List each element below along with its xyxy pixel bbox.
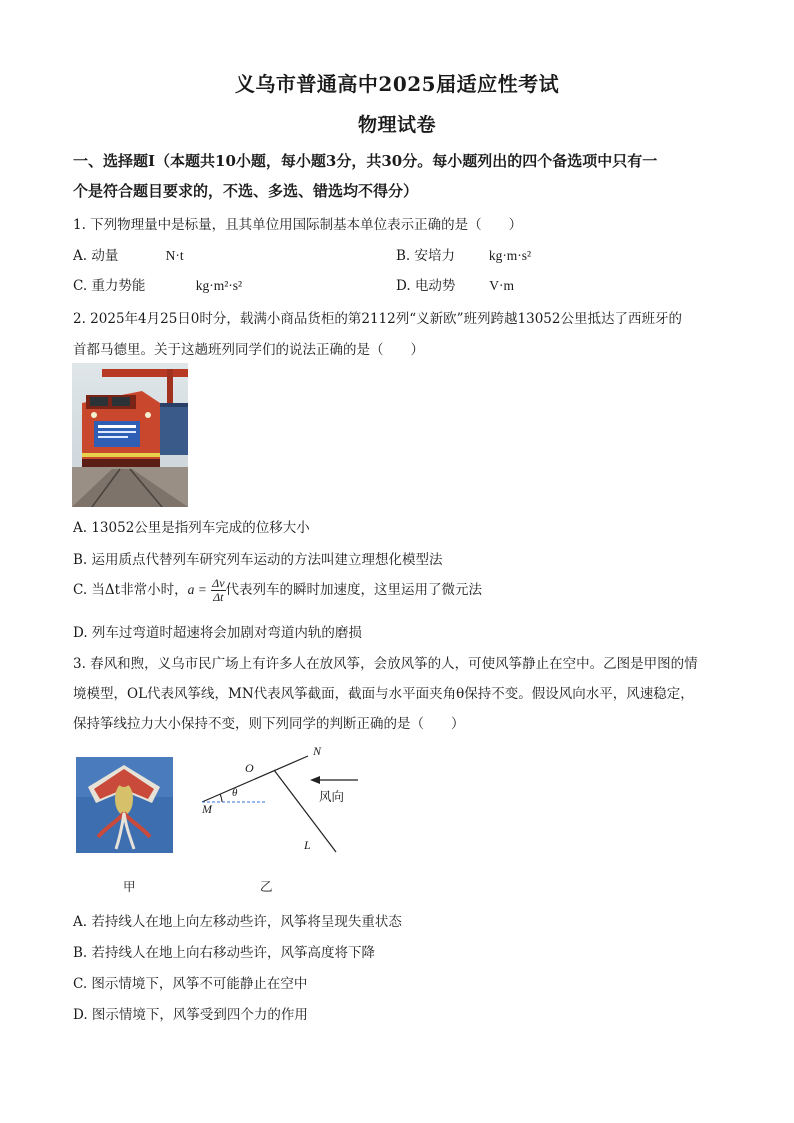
train-photo	[72, 363, 188, 507]
q2-option-c-prefix: C. 当Δt非常小时，	[73, 582, 188, 598]
arrow-head-icon	[310, 776, 320, 784]
kite-illustration	[76, 757, 173, 853]
formula-fraction	[211, 577, 225, 604]
label-theta: θ	[232, 787, 238, 799]
exam-title: 义乌市普通高中2025届适应性考试	[234, 72, 560, 96]
option-label: 动量	[91, 248, 119, 264]
option-unit: kg·m²·s²	[195, 278, 243, 293]
q3-option-d: D. 图示情境下，风筝受到四个力的作用	[73, 1007, 308, 1023]
q1-option-b	[396, 244, 531, 264]
option-unit: N·t	[165, 248, 184, 263]
q3-option-c: C. 图示情境下，风筝不可能静止在空中	[73, 976, 308, 992]
fraction-denominator: Δt	[213, 590, 224, 604]
q2-option-a: A. 13052公里是指列车完成的位移大小	[73, 520, 310, 536]
q2-option-d: D. 列车过弯道时超速将会加剧对弯道内轨的磨损	[73, 625, 362, 641]
figure-label-yi: 乙	[260, 879, 273, 894]
q2-option-b: B. 运用质点代替列车研究列车运动的方法叫建立理想化模型法	[73, 552, 443, 568]
q2-stem-line1: 2. 2025年4月25日0时分，载满小商品货柜的第2112列“义新欧”班列跨越13052公里抵达了西班牙的	[73, 311, 682, 327]
q1-option-d	[396, 274, 514, 294]
label-o: O	[245, 761, 254, 775]
label-wind-direction: 风向	[319, 789, 345, 804]
q1-stem: 1. 下列物理量中是标量，且其单位用国际制基本单位表示正确的是（ ）	[73, 217, 523, 233]
q3-option-a: A. 若持线人在地上向左移动些许，风筝将呈现失重状态	[73, 914, 402, 930]
q2-option-c-suffix: 代表列车的瞬时加速度，这里运用了微元法	[225, 582, 483, 598]
q3-stem-line1: 3. 春风和煦，义乌市民广场上有许多人在放风筝，会放风筝的人，可使风筝静止在空中。乙图是甲图的情	[73, 656, 698, 672]
fraction-numerator: Δv	[212, 576, 225, 590]
exam-subtitle: 物理试卷	[357, 114, 436, 136]
q1-option-a	[73, 244, 184, 264]
option-label: 电动势	[414, 278, 456, 294]
option-label: 重力势能	[91, 278, 146, 294]
option-unit: kg·m·s²	[488, 248, 532, 263]
figure-label-jia: 甲	[123, 879, 136, 894]
q2-option-c	[73, 577, 482, 604]
label-m: M	[202, 802, 212, 816]
section-heading-line1: 一、选择题Ⅰ（本题共10小题，每小题3分，共30分。每小题列出的四个备选项中只有一	[73, 152, 658, 170]
q3-option-b: B. 若持线人在地上向右移动些许，风筝高度将下降	[73, 945, 376, 961]
line-mn	[202, 756, 308, 802]
q3-stem-line3: 保持筝线拉力大小保持不变，则下列同学的判断正确的是（ ）	[73, 716, 465, 732]
option-key: B.	[396, 248, 411, 264]
label-l: L	[304, 838, 311, 852]
q1-option-c	[73, 274, 242, 294]
section-heading-line2: 个是符合题目要求的，不选、多选、错选均不得分）	[73, 182, 419, 200]
option-key: A.	[73, 248, 88, 264]
option-label: 安培力	[414, 248, 456, 264]
option-unit: V·m	[489, 278, 514, 293]
angle-arc	[220, 794, 222, 802]
option-key: C.	[73, 278, 88, 294]
q3-stem-line2: 境模型，OL代表风筝线，MN代表风筝截面，截面与水平面夹角θ保持不变。假设风向水平，风速稳定，	[73, 686, 694, 702]
formula-lhs: a =	[187, 582, 207, 597]
train-illustration	[72, 363, 188, 507]
q2-stem-line2: 首都马德里。关于这趟班列同学们的说法正确的是（ ）	[73, 342, 424, 358]
label-n: N	[313, 744, 322, 758]
kite-photo	[76, 757, 173, 853]
option-key: D.	[396, 278, 411, 294]
